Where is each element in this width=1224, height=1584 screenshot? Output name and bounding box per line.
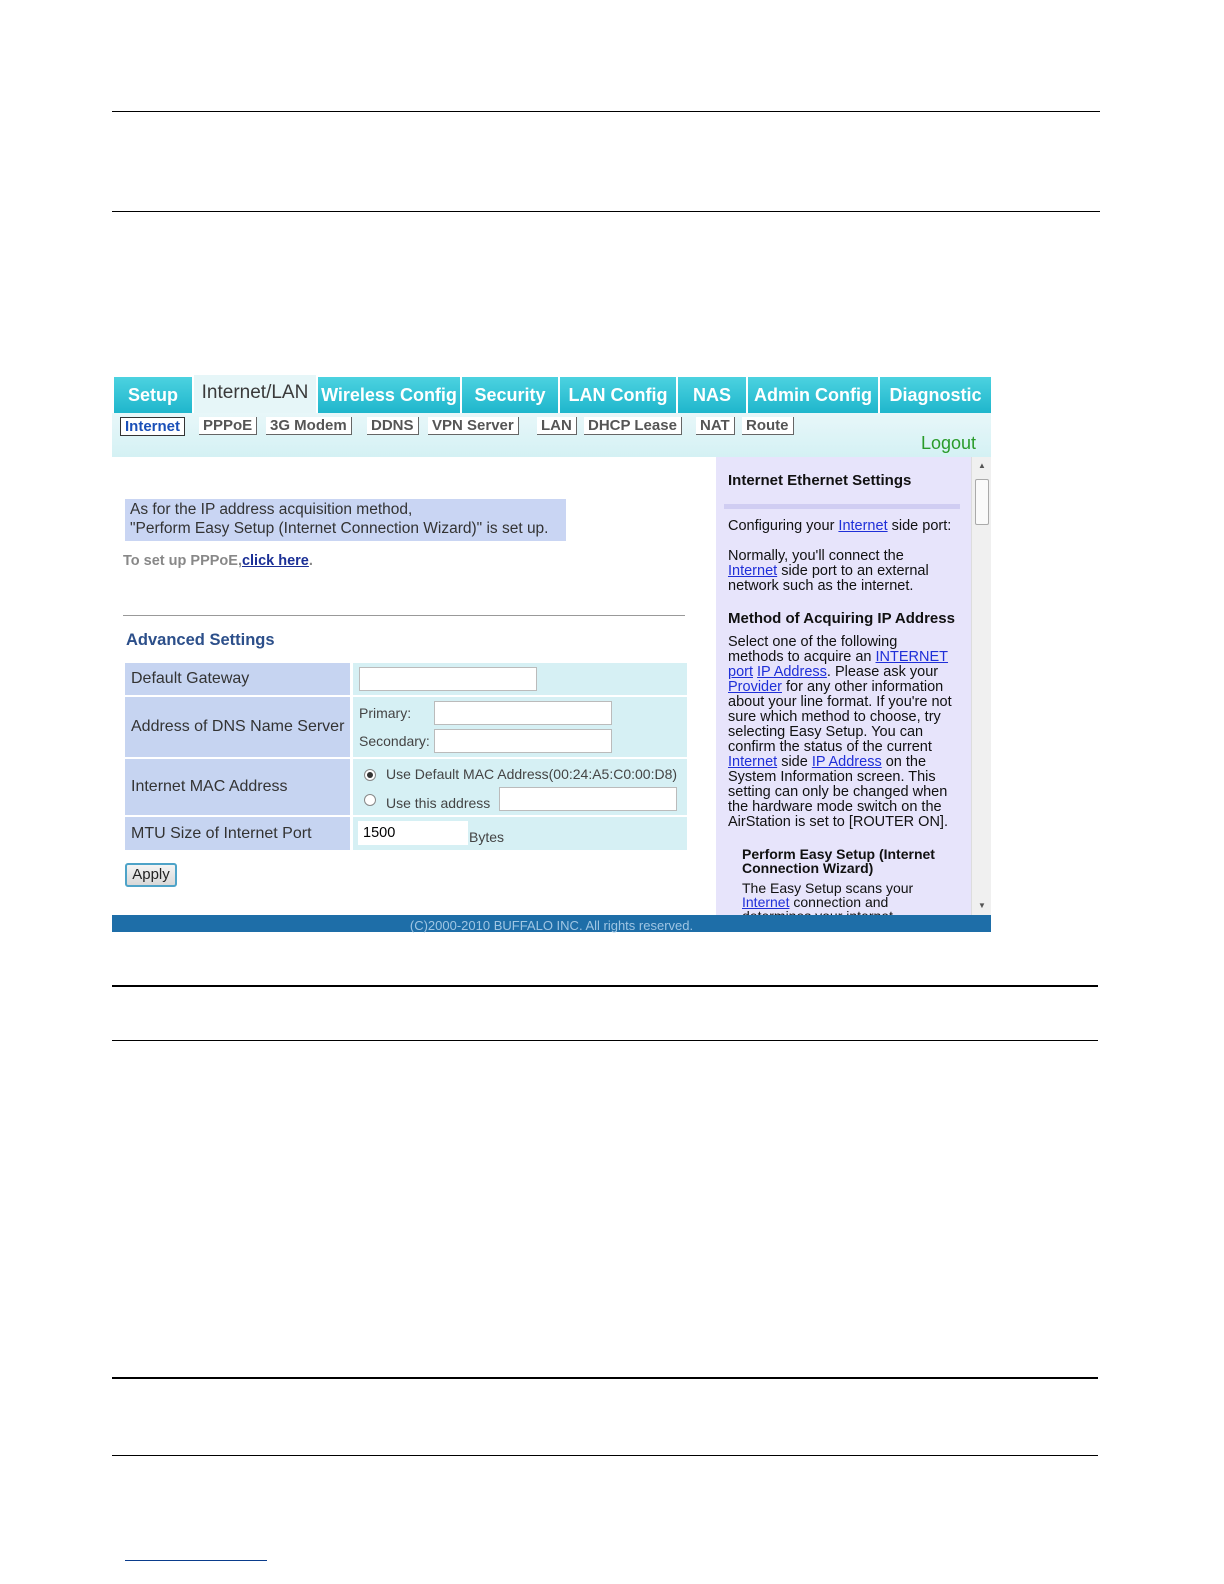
pppoe-click-here-link[interactable]: click here	[241, 553, 309, 569]
section-rule-2	[112, 1040, 1098, 1041]
help-method-heading: Method of Acquiring IP Address	[728, 610, 955, 627]
subtab-3g-modem[interactable]: 3G Modem	[266, 417, 352, 435]
default-gateway-row	[125, 663, 687, 695]
copyright-text: (C)2000-2010 BUFFALO INC. All rights reserved.	[409, 918, 694, 933]
tab-lan-config[interactable]: LAN Config	[560, 377, 676, 413]
help-internet-link-1[interactable]: Internet	[838, 518, 888, 534]
help-p3-text-c: . Please ask your	[826, 664, 939, 680]
dns-primary-input[interactable]	[434, 701, 612, 725]
subtab-ddns[interactable]: DDNS	[367, 417, 419, 435]
header-rule-bottom	[112, 211, 1100, 212]
mac-address-cell	[353, 759, 687, 815]
help-paragraph-2	[728, 549, 968, 594]
default-gateway-label: Default Gateway	[125, 663, 350, 695]
default-gateway-input[interactable]	[359, 667, 537, 691]
help-p4-text-b: connection and	[789, 894, 889, 910]
subtab-internet[interactable]: Internet	[120, 417, 185, 436]
sub-navigation	[112, 413, 991, 457]
help-title: Internet Ethernet Settings	[728, 472, 912, 489]
dns-cell	[353, 697, 687, 757]
tab-wireless-config[interactable]: Wireless Config	[318, 377, 460, 413]
mac-custom-radio[interactable]	[364, 794, 376, 806]
help-p3-text-j: on the	[881, 754, 927, 770]
main-navigation	[112, 375, 991, 413]
help-p3-line-10: System Information screen. This	[728, 769, 936, 785]
help-p3-line-7: selecting Easy Setup. You can	[728, 724, 924, 740]
section-rule-4	[112, 1455, 1098, 1456]
help-easy-setup-heading	[742, 847, 935, 875]
mac-address-label: Internet MAC Address	[125, 759, 350, 815]
help-internet-link-4[interactable]: Internet	[742, 894, 790, 910]
pppoe-prefix: To set up PPPoE,	[123, 553, 242, 569]
mac-custom-input[interactable]	[499, 787, 677, 811]
dns-primary-label: Primary:	[359, 705, 412, 721]
help-p3-text-i: side	[777, 754, 812, 770]
tab-admin-config[interactable]: Admin Config	[748, 377, 878, 413]
help-p3-line-12: the hardware mode switch on the	[728, 799, 942, 815]
help-p3-line-13: AirStation is set to [ROUTER ON].	[728, 814, 948, 830]
mac-custom-option-label: Use this address	[386, 795, 491, 811]
dns-label: Address of DNS Name Server	[125, 697, 350, 757]
acquisition-notice	[125, 499, 566, 541]
scroll-up-icon[interactable]: ▲	[978, 461, 986, 470]
mac-default-radio[interactable]	[364, 769, 376, 781]
settings-content	[112, 457, 716, 915]
help-p2-line-1: Normally, you'll connect the	[728, 548, 904, 564]
subtab-route[interactable]: Route	[742, 417, 794, 435]
header-rule-top	[112, 111, 1100, 112]
tab-diagnostic[interactable]: Diagnostic	[880, 377, 991, 413]
tab-internet-lan[interactable]: Internet/LAN	[194, 375, 316, 413]
help-internet-link-2[interactable]: Internet	[728, 563, 778, 579]
router-admin-screenshot	[112, 375, 991, 932]
pppoe-hint	[123, 553, 313, 569]
help-p3-line-2	[728, 650, 971, 665]
help-paragraph-3	[728, 635, 971, 830]
subtab-nat[interactable]: NAT	[696, 417, 735, 435]
advanced-settings-title: Advanced Settings	[126, 631, 275, 649]
scrollbar-thumb[interactable]	[975, 479, 989, 525]
help-panel	[716, 457, 971, 915]
help-p3-text-b: methods to acquire an	[728, 649, 876, 665]
help-p1-text-a: Configuring your	[728, 518, 839, 534]
pppoe-suffix: .	[308, 553, 313, 569]
help-p3-text-d: for any other information	[782, 679, 944, 695]
dns-secondary-input[interactable]	[434, 729, 612, 753]
help-ip-address-link-1[interactable]: IP Address	[757, 664, 827, 680]
help-p3-line-3	[728, 665, 971, 680]
help-scrollbar[interactable]	[971, 457, 991, 915]
help-p1-text-b: side port:	[887, 518, 952, 534]
help-p3-line-6: sure which method to choose, try	[728, 709, 941, 725]
tab-setup[interactable]: Setup	[114, 377, 192, 413]
help-p3-line-1: Select one of the following	[728, 634, 898, 650]
help-p4-line-2	[742, 895, 967, 909]
subtab-dhcp-lease[interactable]: DHCP Lease	[584, 417, 682, 435]
mac-default-option-label: Use Default MAC Address(00:24:A5:C0:00:D8)	[386, 766, 678, 782]
help-p3-line-11: setting can only be changed when	[728, 784, 948, 800]
help-paragraph-1	[728, 519, 968, 534]
help-easy-setup-heading-line-1: Perform Easy Setup (Internet	[742, 846, 935, 862]
default-gateway-cell	[353, 663, 687, 695]
mac-address-row	[125, 759, 687, 815]
help-easy-setup-heading-line-2: Connection Wizard)	[742, 860, 874, 876]
mtu-row	[125, 817, 687, 850]
help-p2-line-3: network such as the internet.	[728, 578, 914, 594]
subtab-lan[interactable]: LAN	[537, 417, 577, 435]
apply-button[interactable]: Apply	[125, 863, 177, 887]
help-p3-line-5: about your line format. If you're not	[728, 694, 952, 710]
help-ip-address-link-2[interactable]: IP Address	[811, 754, 882, 770]
subtab-pppoe[interactable]: PPPoE	[199, 417, 257, 435]
help-p3-line-9	[728, 755, 971, 770]
dns-secondary-label: Secondary:	[359, 733, 430, 749]
footnote-rule	[125, 1560, 267, 1561]
help-p2-line-2	[728, 564, 968, 579]
help-port-link[interactable]: port	[728, 664, 753, 680]
help-p4-line-1: The Easy Setup scans your	[742, 880, 914, 896]
help-internet-link-3[interactable]: Internet	[728, 754, 778, 770]
section-rule-1	[112, 985, 1098, 987]
notice-line-1: As for the IP address acquisition method,	[130, 501, 413, 518]
tab-security[interactable]: Security	[462, 377, 558, 413]
scroll-down-icon[interactable]: ▼	[978, 901, 986, 910]
help-title-bar	[724, 504, 960, 509]
help-internet-caps-link[interactable]: INTERNET	[875, 649, 949, 665]
help-p2-text-b: side port to an external	[777, 563, 929, 579]
mtu-label: MTU Size of Internet Port	[125, 817, 350, 850]
notice-line-2: "Perform Easy Setup (Internet Connection Wizard)" is set up.	[130, 520, 549, 537]
tab-nas[interactable]: NAS	[678, 377, 746, 413]
content-divider	[123, 615, 685, 616]
help-p3-line-4	[728, 680, 971, 695]
dns-row	[125, 697, 687, 757]
subtab-vpn-server[interactable]: VPN Server	[428, 417, 519, 435]
mtu-input[interactable]: 1500	[358, 821, 468, 845]
help-provider-link[interactable]: Provider	[728, 679, 782, 695]
logout-link[interactable]: Logout	[920, 433, 976, 453]
mtu-unit: Bytes	[469, 829, 505, 845]
section-rule-3	[112, 1377, 1098, 1379]
copyright-bar	[112, 915, 991, 932]
help-p3-line-8: confirm the status of the current	[728, 739, 932, 755]
mtu-cell	[353, 817, 687, 850]
